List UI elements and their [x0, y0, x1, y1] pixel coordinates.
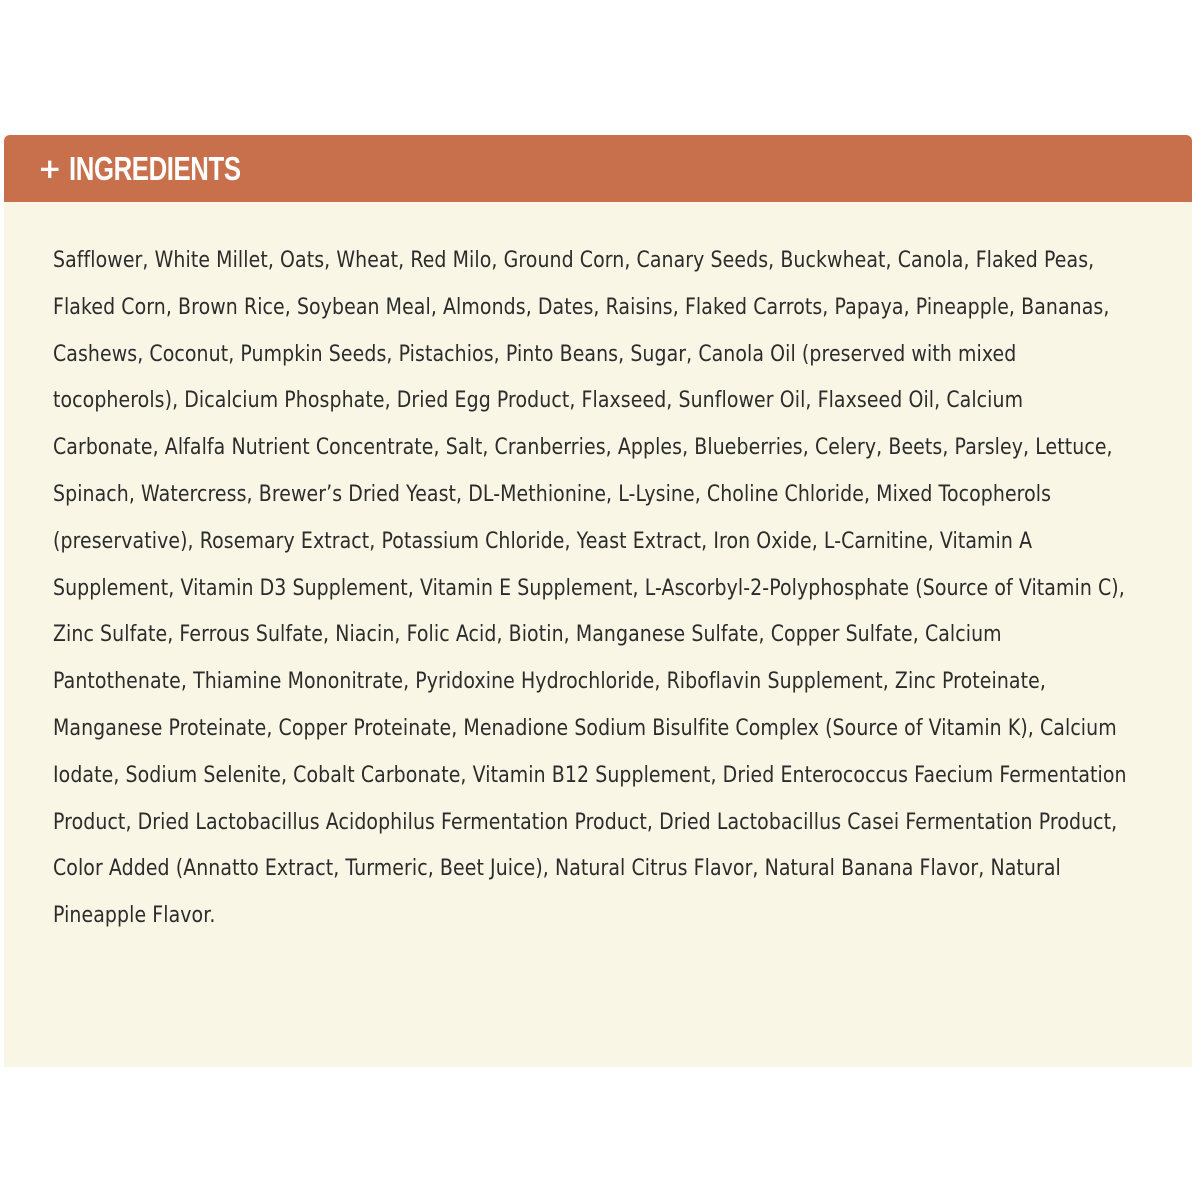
- ingredients-content: [4, 202, 1192, 940]
- plus-icon: +: [38, 151, 62, 185]
- ingredients-accordion-header[interactable]: [4, 135, 1192, 202]
- ingredients-accordion: [4, 135, 1192, 1067]
- ingredients-title: INGREDIENTS: [69, 149, 242, 187]
- ingredients-list-text: Safflower, White Millet, Oats, Wheat, Red Milo, Ground Corn, Canary Seeds, Buckwheat, Canola, Flaked Peas, Flaked Corn, Brown Rice, Soybean Meal, Almonds, Dates, Raisins, Flaked Carrots, Papaya, Pineapple, Bananas, Cashews, Coconut, Pumpkin Seeds, Pistachios, Pinto Beans, Sugar, Canola Oil (preserved with mixed tocopherols), Dicalcium Phosphate, Dried Egg Product, Flaxseed, Sunflower Oil, Flaxseed Oil, Calcium Carbonate, Alfalfa Nutrient Concentrate, Salt, Cranberries, Apples, Blueberries, Celery, Beets, Parsley, Lettuce, Spinach, Watercress, Brewer’s Dried Yeast, DL-Methionine, L-Lysine, Choline Chloride, Mixed Tocopherols (preservative), Rosemary Extract, Potassium Chloride, Yeast Extract, Iron Oxide, L-Carnitine, Vitamin A Supplement, Vitamin D3 Supplement, Vitamin E Supplement, L-Ascorbyl-2-Polyphosphate (Source of Vitamin C), Zinc Sulfate, Ferrous Sulfate, Niacin, Folic Acid, Biotin, Manganese Sulfate, Copper Sulfate, Calcium Pantothenate, Thiamine Mononitrate, Pyridoxine Hydrochloride, Riboflavin Supplement, Zinc Proteinate, Manganese Proteinate, Copper Proteinate, Menadione Sodium Bisulfite Complex (Source of Vitamin K), Calcium Iodate, Sodium Selenite, Cobalt Carbonate, Vitamin B12 Supplement, Dried Enterococcus Faecium Fermentation Product, Dried Lactobacillus Acidophilus Fermentation Product, Dried Lactobacillus Casei Fermentation Product, Color Added (Annatto Extract, Turmeric, Beet Juice), Natural Citrus Flavor, Natural Banana Flavor, Natural Pineapple Flavor.: [53, 248, 1127, 929]
